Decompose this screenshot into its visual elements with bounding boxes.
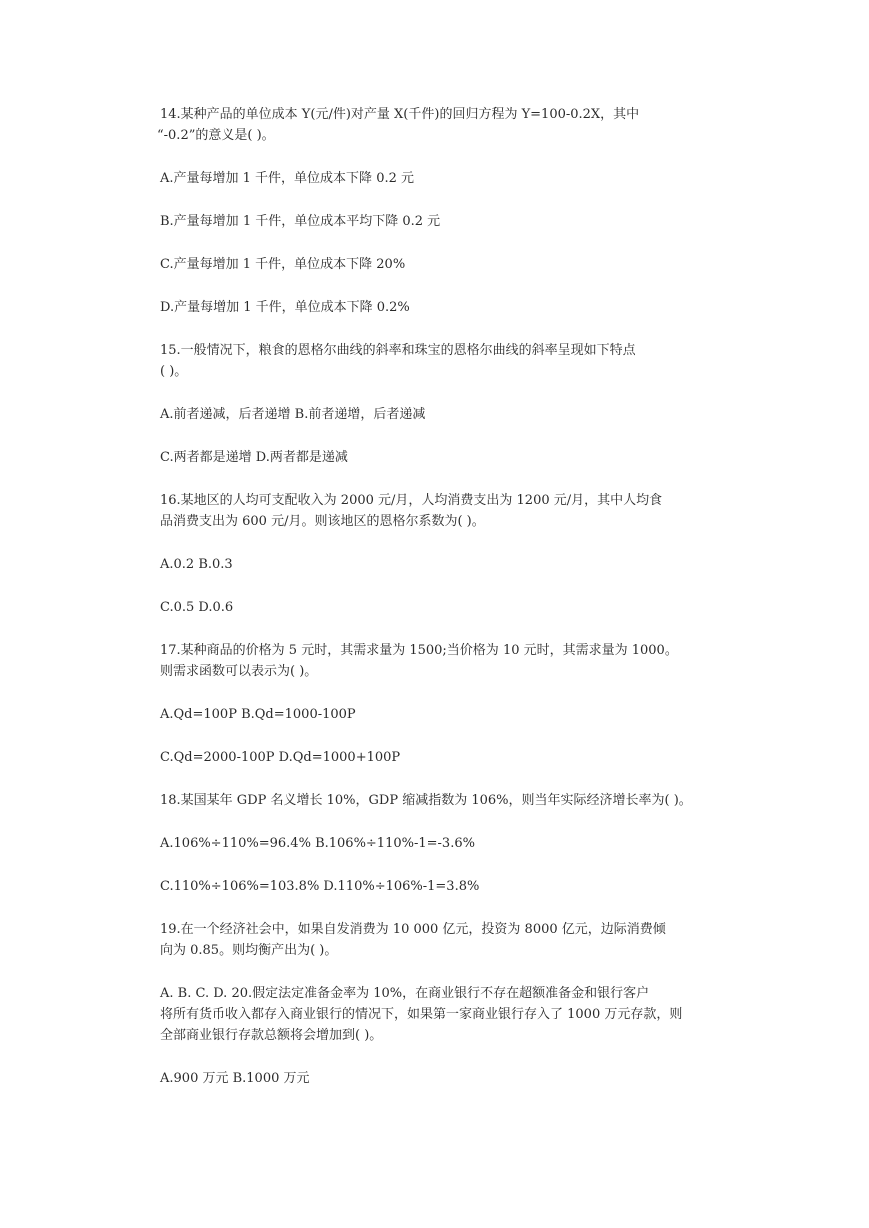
question-16-stem-line1: 16.某地区的人均可支配收入为 2000 元/月，人均消费支出为 1200 元/月，其中人均食 [160,493,663,508]
question-list [157,104,720,1111]
question-14-stem [157,104,720,146]
question-14-option-d: D.产量每增加 1 千件，单位成本下降 0.2% [160,300,410,315]
question-18-stem [160,790,720,811]
question-17-stem-line1: 17.某种商品的价格为 5 元时，其需求量为 1500;当价格为 10 元时，其需求量为 1000。 [160,643,678,658]
question-19-stem-line1: 19.在一个经济社会中，如果自发消费为 10 000 亿元，投资为 8000 亿元，边际消费倾 [160,922,666,937]
question-17-stem [160,640,720,682]
question-14-stem-line1: 14.某种产品的单位成本 Y(元/件)对产量 X(千件)的回归方程为 Y=100-0.2X，其中 [160,107,640,122]
question-17-options-ab: A.Qd=100P B.Qd=1000-100P [160,707,356,722]
question-15-stem-line2: ( )。 [160,364,188,379]
question-20-stem-line2: 将所有货币收入都存入商业银行的情况下，如果第一家商业银行存入了 1000 万元存款，则 [160,1007,683,1022]
question-20-stem-line1: A. B. C. D. 20.假定法定准备金率为 10%，在商业银行不存在超额准备金和银行客户 [160,986,650,1001]
question-19-stem [160,919,720,961]
question-20-stem-line3: 全部商业银行存款总额将会增加到( )。 [160,1028,383,1043]
question-17-options-cd: C.Qd=2000-100P D.Qd=1000+100P [160,750,401,765]
question-14-stem-line2: “-0.2”的意义是( )。 [157,128,275,143]
question-15-stem [160,340,720,382]
question-15-stem-line1: 15.一般情况下，粮食的恩格尔曲线的斜率和珠宝的恩格尔曲线的斜率呈现如下特点 [160,343,636,358]
question-14-option-b: B.产量每增加 1 千件，单位成本平均下降 0.2 元 [160,214,441,229]
question-16-stem-line2: 品消费支出为 600 元/月。则该地区的恩格尔系数为( )。 [160,514,485,529]
question-20-stem [160,983,720,1046]
question-18-options-cd: C.110%÷106%=103.8% D.110%÷106%-1=3.8% [160,879,480,894]
question-15-options-ab: A.前者递减，后者递增 B.前者递增，后者递减 [160,407,426,422]
question-17-stem-line2: 则需求函数可以表示为( )。 [160,664,318,679]
question-20-options-ab: A.900 万元 B.1000 万元 [160,1071,310,1086]
question-18-options-ab: A.106%÷110%=96.4% B.106%÷110%-1=-3.6% [160,836,475,851]
question-16-stem [160,490,720,532]
question-19-stem-line2: 向为 0.85。则均衡产出为( )。 [160,943,338,958]
question-18-stem-line1: 18.某国某年 GDP 名义增长 10%，GDP 缩减指数为 106%，则当年实际经济增长率为( )。 [160,793,692,808]
question-14-option-c: C.产量每增加 1 千件，单位成本下降 20% [160,257,406,272]
question-16-options-ab: A.0.2 B.0.3 [160,557,233,572]
question-16-options-cd: C.0.5 D.0.6 [160,600,234,615]
question-15-options-cd: C.两者都是递增 D.两者都是递减 [160,450,348,465]
question-14-option-a: A.产量每增加 1 千件，单位成本下降 0.2 元 [160,171,414,186]
